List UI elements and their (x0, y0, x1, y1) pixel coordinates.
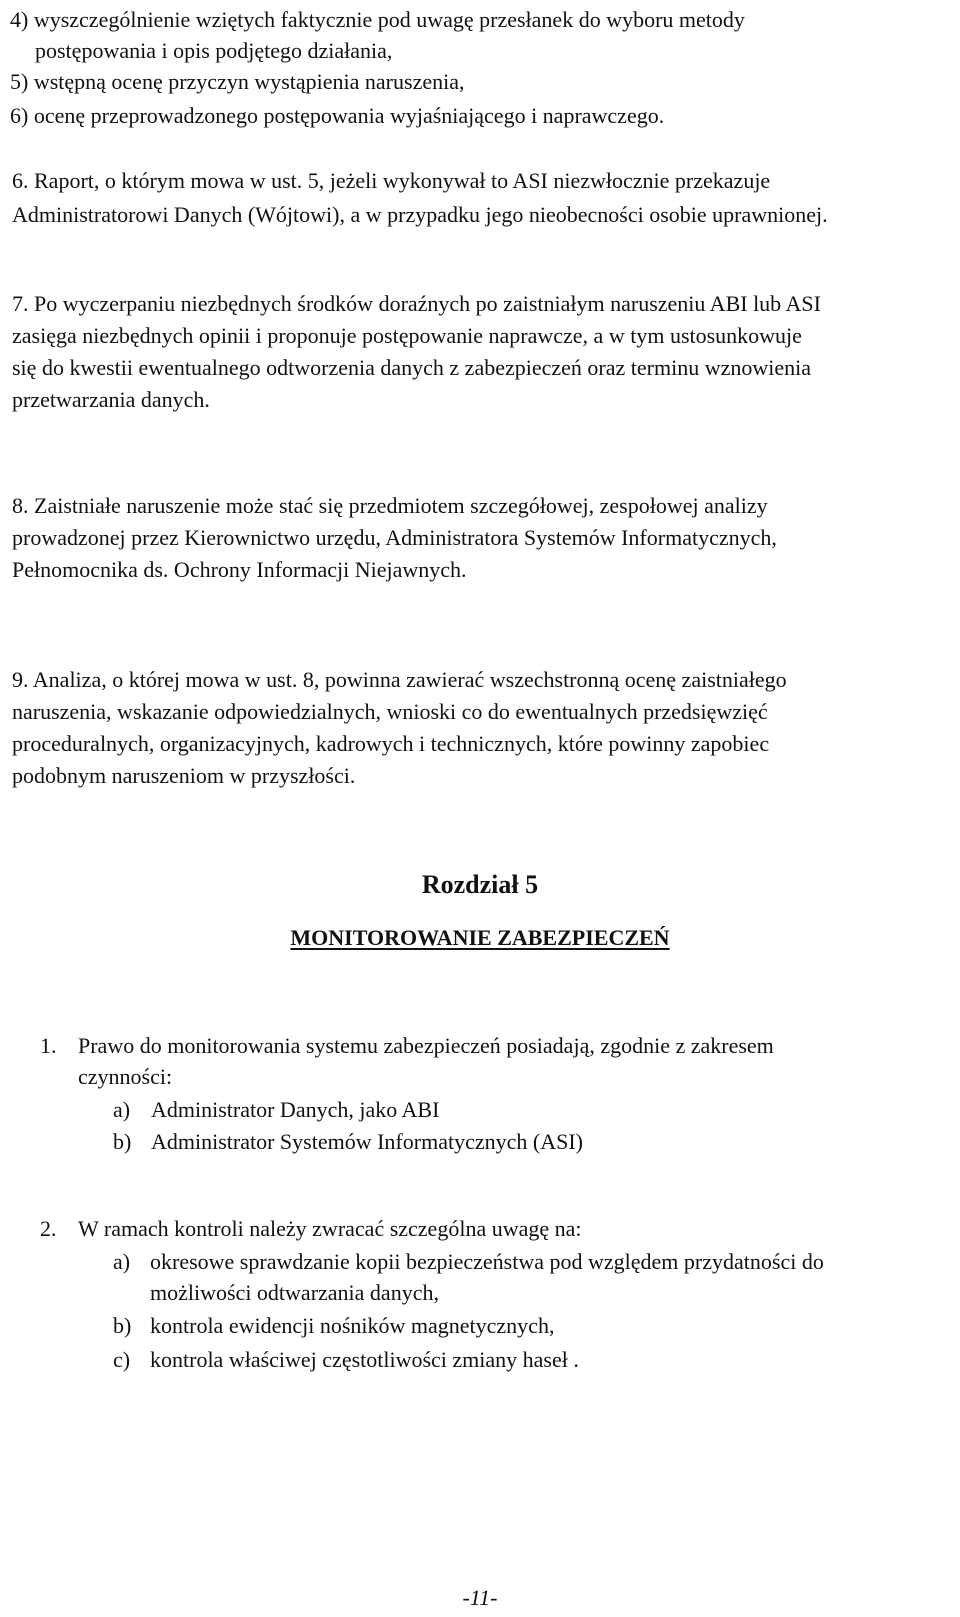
paragraph-9: 9. Analiza, o której mowa w ust. 8, powinna zawierać wszechstronną ocenę zaistniałego naruszenia, wskazanie odpowiedzialnych, wnioski co do ewentualnych przedsięwzięć proceduralnych, organizacyjnych, kadrowych i technicznych, które powinny zapobiec podobnym naruszeniom w przyszłości. (12, 667, 787, 788)
sub-item-a: a) okresowe sprawdzanie kopii bezpieczeństwa pod względem przydatności do możliwości odtwarzania danych, (113, 1249, 824, 1305)
paragraph-6: 6. Raport, o którym mowa w ust. 5, jeżeli wykonywał to ASI niezwłocznie przekazuje Administratorowi Danych (Wójtowi), a w przypadku jego nieobecności osobie uprawnionej. (12, 168, 828, 227)
page-number: -11- (462, 1585, 498, 1610)
list-text: wstępną ocenę przyczyn wystąpienia naruszenia, (33, 69, 465, 94)
chapter-subtitle: MONITOROWANIE ZABEZPIECZEŃ (290, 925, 670, 950)
list-label: 5) (10, 69, 29, 94)
chapter-title: Rozdział 5 (421, 870, 539, 899)
paragraph-number: 8. (12, 493, 29, 518)
list-text: wyszczególnienie wziętych faktycznie pod uwagę przesłanek do wyboru metody (33, 7, 745, 32)
list-label: 4) (10, 7, 29, 32)
section-item-2: 2. W ramach kontroli należy zwracać szczególna uwagę na: a) okresowe sprawdzanie kopii bezpieczeństwa pod względem przydatności do możliwości odtwarzania danych, b) kontrola ewidencji nośników magnetycznych, c) kontrola właściwej częstotliwości zmiany haseł . (40, 1213, 932, 1403)
list-item-6 (10, 100, 664, 131)
list-text: ocenę przeprowadzonego postępowania wyjaśniającego i naprawczego. (33, 103, 665, 128)
list-item-5 (10, 66, 464, 97)
item-number: 1. (40, 1033, 57, 1058)
paragraph-8: 8. Zaistniałe naruszenie może stać się przedmiotem szczegółowej, zespołowej analizy prowadzonej przez Kierownictwo urzędu, Administratora Systemów Informatycznych, Pełnomocnika ds. Ochrony Informacji Niejawnych. (12, 493, 777, 582)
list-item-4 (10, 4, 910, 66)
list-text: postępowania i opis podjętego działania, (35, 38, 393, 63)
section-item-1: 1. Prawo do monitorowania systemu zabezpieczeń posiadają, zgodnie z zakresem czynności: a) Administrator Danych, jako ABI b) Administrator Systemów Informatycznych (ASI) (40, 1030, 932, 1170)
item-number: 2. (40, 1216, 57, 1241)
list-label: 6) (10, 103, 29, 128)
paragraph-7: 7. Po wyczerpaniu niezbędnych środków doraźnych po zaistniałym naruszeniu ABI lub ASI zasięga niezbędnych opinii i proponuje postępowanie naprawcze, a w tym ustosunkowuje się do kwestii ewentualnego odtworzenia danych z zabezpieczeń oraz terminu wznowienia przetwarzania danych. (12, 291, 821, 412)
paragraph-number: 9. (12, 667, 29, 692)
